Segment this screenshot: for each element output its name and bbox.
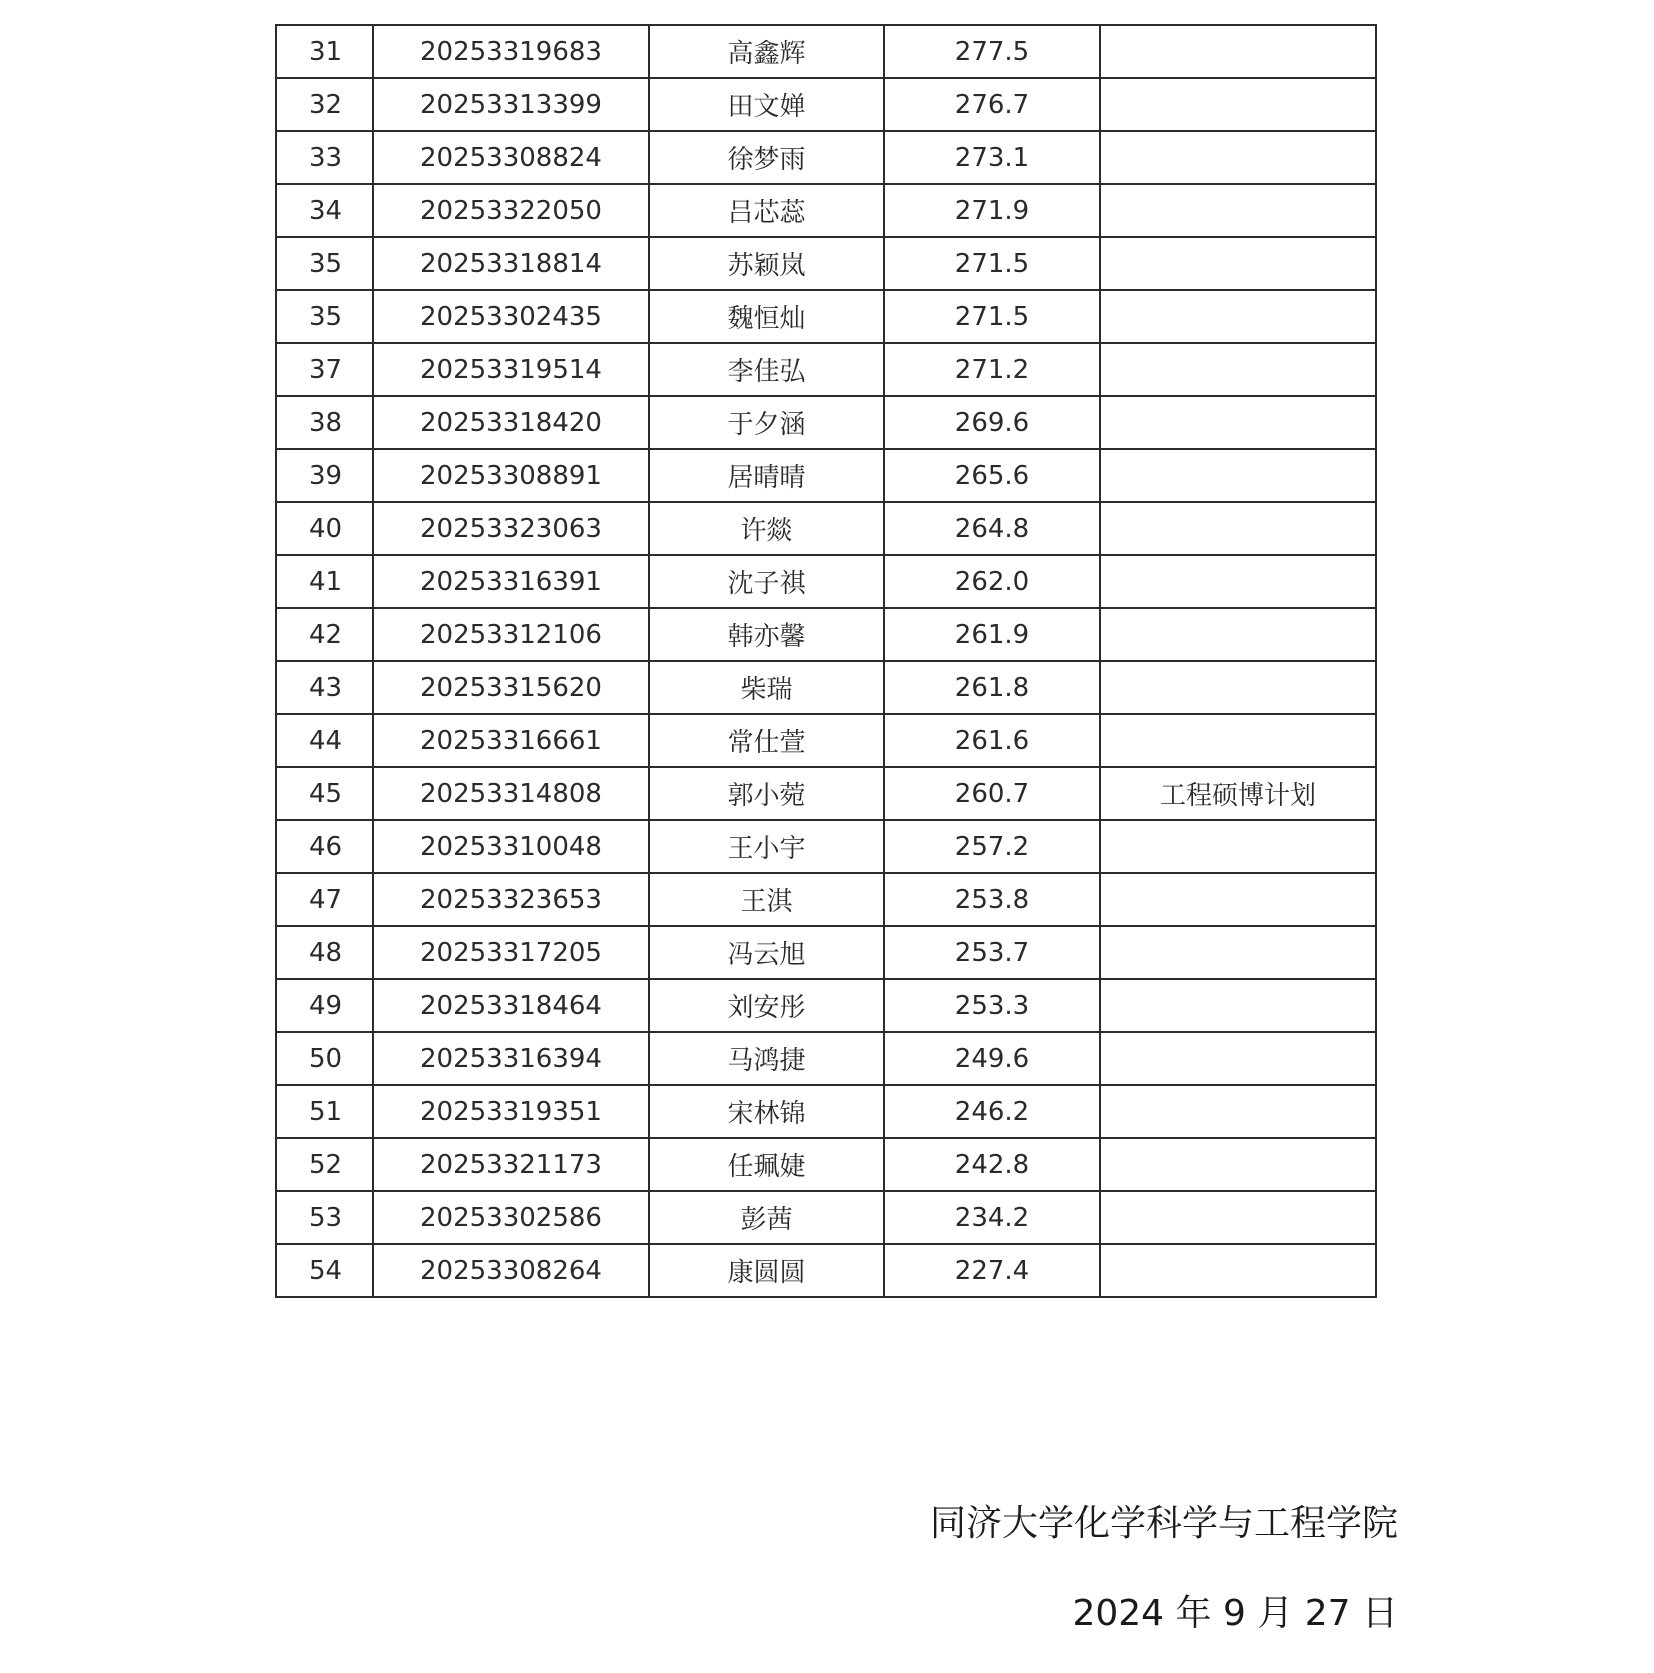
student-name-cell: 于夕涵 (649, 396, 884, 449)
note-cell (1100, 608, 1376, 661)
table-row (276, 78, 1376, 131)
student-name-cell: 康圆圆 (649, 1244, 884, 1297)
score-cell: 271.5 (884, 237, 1100, 290)
score-cell: 234.2 (884, 1191, 1100, 1244)
student-id-cell: 20253319514 (373, 343, 649, 396)
table-row (276, 343, 1376, 396)
table-row (276, 555, 1376, 608)
score-cell: 249.6 (884, 1032, 1100, 1085)
note-cell (1100, 1138, 1376, 1191)
table-row (276, 714, 1376, 767)
results-table (275, 24, 1377, 1298)
table-row (276, 979, 1376, 1032)
rank-cell: 43 (276, 661, 373, 714)
score-cell: 276.7 (884, 78, 1100, 131)
student-name-cell: 许燚 (649, 502, 884, 555)
student-name-cell: 吕芯蕊 (649, 184, 884, 237)
organization-signature: 同济大学化学科学与工程学院 (929, 1503, 1398, 1544)
student-id-cell: 20253308891 (373, 449, 649, 502)
rank-cell: 46 (276, 820, 373, 873)
note-cell (1100, 820, 1376, 873)
note-cell (1100, 555, 1376, 608)
rank-cell: 47 (276, 873, 373, 926)
score-cell: 260.7 (884, 767, 1100, 820)
score-cell: 227.4 (884, 1244, 1100, 1297)
student-name-cell: 宋林锦 (649, 1085, 884, 1138)
note-cell (1100, 131, 1376, 184)
rank-cell: 32 (276, 78, 373, 131)
note-cell: 工程硕博计划 (1100, 767, 1376, 820)
score-cell: 261.6 (884, 714, 1100, 767)
score-cell: 253.3 (884, 979, 1100, 1032)
table-row (276, 449, 1376, 502)
student-name-cell: 王小宇 (649, 820, 884, 873)
student-name-cell: 彭茜 (649, 1191, 884, 1244)
table-row (276, 820, 1376, 873)
student-id-cell: 20253312106 (373, 608, 649, 661)
score-cell: 246.2 (884, 1085, 1100, 1138)
note-cell (1100, 1032, 1376, 1085)
rank-cell: 49 (276, 979, 373, 1032)
note-cell (1100, 1244, 1376, 1297)
score-cell: 269.6 (884, 396, 1100, 449)
rank-cell: 45 (276, 767, 373, 820)
score-cell: 271.5 (884, 290, 1100, 343)
results-table-container (275, 24, 1375, 1298)
table-row (276, 873, 1376, 926)
table-row (276, 131, 1376, 184)
student-name-cell: 李佳弘 (649, 343, 884, 396)
rank-cell: 48 (276, 926, 373, 979)
table-row (276, 1138, 1376, 1191)
note-cell (1100, 290, 1376, 343)
score-cell: 242.8 (884, 1138, 1100, 1191)
student-id-cell: 20253322050 (373, 184, 649, 237)
table-row (276, 25, 1376, 78)
score-cell: 262.0 (884, 555, 1100, 608)
student-id-cell: 20253313399 (373, 78, 649, 131)
score-cell: 271.2 (884, 343, 1100, 396)
student-id-cell: 20253321173 (373, 1138, 649, 1191)
rank-cell: 42 (276, 608, 373, 661)
results-table-body (276, 25, 1376, 1297)
note-cell (1100, 78, 1376, 131)
student-id-cell: 20253316394 (373, 1032, 649, 1085)
table-row (276, 237, 1376, 290)
score-cell: 257.2 (884, 820, 1100, 873)
score-cell: 253.8 (884, 873, 1100, 926)
rank-cell: 34 (276, 184, 373, 237)
student-id-cell: 20253323063 (373, 502, 649, 555)
rank-cell: 35 (276, 290, 373, 343)
table-row (276, 502, 1376, 555)
table-row (276, 184, 1376, 237)
table-row (276, 1032, 1376, 1085)
student-name-cell: 魏恒灿 (649, 290, 884, 343)
note-cell (1100, 661, 1376, 714)
table-row (276, 661, 1376, 714)
score-cell: 265.6 (884, 449, 1100, 502)
rank-cell: 40 (276, 502, 373, 555)
student-id-cell: 20253317205 (373, 926, 649, 979)
student-name-cell: 苏颖岚 (649, 237, 884, 290)
student-id-cell: 20253323653 (373, 873, 649, 926)
score-cell: 273.1 (884, 131, 1100, 184)
student-name-cell: 马鸿捷 (649, 1032, 884, 1085)
rank-cell: 54 (276, 1244, 373, 1297)
student-id-cell: 20253308264 (373, 1244, 649, 1297)
note-cell (1100, 449, 1376, 502)
note-cell (1100, 1191, 1376, 1244)
rank-cell: 51 (276, 1085, 373, 1138)
student-id-cell: 20253316661 (373, 714, 649, 767)
note-cell (1100, 714, 1376, 767)
student-name-cell: 田文婵 (649, 78, 884, 131)
table-row (276, 926, 1376, 979)
student-id-cell: 20253315620 (373, 661, 649, 714)
student-id-cell: 20253302586 (373, 1191, 649, 1244)
score-cell: 264.8 (884, 502, 1100, 555)
table-row (276, 1191, 1376, 1244)
student-name-cell: 居晴晴 (649, 449, 884, 502)
student-id-cell: 20253314808 (373, 767, 649, 820)
note-cell (1100, 396, 1376, 449)
student-name-cell: 高鑫辉 (649, 25, 884, 78)
score-cell: 261.8 (884, 661, 1100, 714)
student-name-cell: 冯云旭 (649, 926, 884, 979)
rank-cell: 41 (276, 555, 373, 608)
student-id-cell: 20253318464 (373, 979, 649, 1032)
student-name-cell: 任珮婕 (649, 1138, 884, 1191)
table-row (276, 396, 1376, 449)
note-cell (1100, 502, 1376, 555)
student-name-cell: 王淇 (649, 873, 884, 926)
student-name-cell: 常仕萱 (649, 714, 884, 767)
rank-cell: 38 (276, 396, 373, 449)
note-cell (1100, 1085, 1376, 1138)
table-row (276, 1085, 1376, 1138)
student-id-cell: 20253318814 (373, 237, 649, 290)
note-cell (1100, 926, 1376, 979)
rank-cell: 33 (276, 131, 373, 184)
note-cell (1100, 237, 1376, 290)
score-cell: 271.9 (884, 184, 1100, 237)
table-row (276, 1244, 1376, 1297)
student-id-cell: 20253319683 (373, 25, 649, 78)
note-cell (1100, 873, 1376, 926)
note-cell (1100, 343, 1376, 396)
student-name-cell: 柴瑞 (649, 661, 884, 714)
rank-cell: 35 (276, 237, 373, 290)
document-date: 2024 年 9 月 27 日 (1072, 1593, 1398, 1634)
rank-cell: 53 (276, 1191, 373, 1244)
student-name-cell: 韩亦馨 (649, 608, 884, 661)
rank-cell: 50 (276, 1032, 373, 1085)
student-name-cell: 徐梦雨 (649, 131, 884, 184)
student-name-cell: 郭小菀 (649, 767, 884, 820)
score-cell: 277.5 (884, 25, 1100, 78)
student-id-cell: 20253308824 (373, 131, 649, 184)
score-cell: 253.7 (884, 926, 1100, 979)
note-cell (1100, 25, 1376, 78)
student-id-cell: 20253310048 (373, 820, 649, 873)
student-name-cell: 刘安彤 (649, 979, 884, 1032)
rank-cell: 31 (276, 25, 373, 78)
table-row (276, 290, 1376, 343)
note-cell (1100, 184, 1376, 237)
student-id-cell: 20253319351 (373, 1085, 649, 1138)
rank-cell: 39 (276, 449, 373, 502)
rank-cell: 52 (276, 1138, 373, 1191)
score-cell: 261.9 (884, 608, 1100, 661)
rank-cell: 44 (276, 714, 373, 767)
student-id-cell: 20253318420 (373, 396, 649, 449)
student-id-cell: 20253302435 (373, 290, 649, 343)
table-row (276, 608, 1376, 661)
note-cell (1100, 979, 1376, 1032)
rank-cell: 37 (276, 343, 373, 396)
table-row (276, 767, 1376, 820)
student-name-cell: 沈子祺 (649, 555, 884, 608)
student-id-cell: 20253316391 (373, 555, 649, 608)
